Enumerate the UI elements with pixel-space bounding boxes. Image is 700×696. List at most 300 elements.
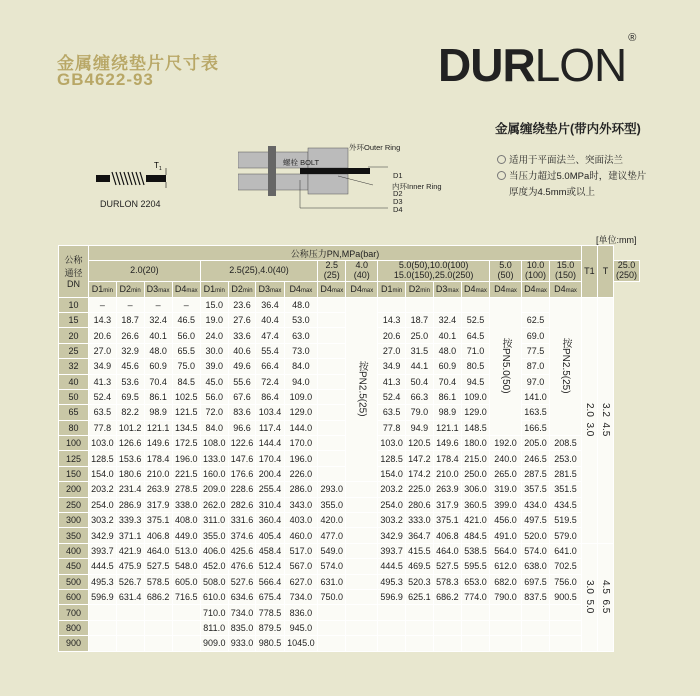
value-cell: 97.0	[521, 374, 549, 389]
value-cell: 64.5	[461, 328, 489, 343]
value-cell: 46.5	[172, 312, 200, 327]
value-cell: 98.9	[144, 405, 172, 420]
value-cell	[433, 636, 461, 651]
value-cell	[346, 559, 378, 574]
value-cell: 610.0	[200, 589, 228, 604]
value-cell: 147.6	[228, 451, 256, 466]
value-cell	[172, 636, 200, 651]
value-cell: 374.6	[228, 528, 256, 543]
value-cell: 675.4	[256, 589, 284, 604]
dn-cell: 32	[59, 359, 89, 374]
value-cell: 406.8	[433, 528, 461, 543]
value-cell: 180.0	[461, 436, 489, 451]
value-cell	[318, 343, 346, 358]
value-cell: 319.0	[490, 482, 522, 497]
value-cell	[433, 620, 461, 635]
d4-label: D4	[393, 205, 403, 214]
value-cell: 19.0	[200, 312, 228, 327]
value-cell: 205.0	[521, 436, 549, 451]
value-cell: 63.5	[378, 405, 406, 420]
value-cell: 909.0	[200, 636, 228, 651]
value-cell: 458.4	[256, 543, 284, 558]
value-cell: 196.0	[284, 451, 318, 466]
value-cell: 15.0	[200, 297, 228, 312]
value-cell: 53.0	[284, 312, 318, 327]
table-row	[59, 620, 640, 635]
value-cell	[490, 620, 522, 635]
value-cell: 86.4	[256, 389, 284, 404]
value-cell: 48.0	[433, 343, 461, 358]
value-cell: 45.6	[116, 359, 144, 374]
d2-label: D2	[393, 189, 403, 198]
value-cell	[318, 620, 346, 635]
value-cell: 612.0	[490, 559, 522, 574]
value-cell	[318, 405, 346, 420]
table-row	[59, 297, 640, 312]
value-cell: 421.0	[461, 513, 489, 528]
value-cell: 527.6	[228, 574, 256, 589]
value-cell: 40.1	[144, 328, 172, 343]
value-cell: 52.4	[378, 389, 406, 404]
value-cell: 72.4	[256, 374, 284, 389]
value-cell: 364.7	[405, 528, 433, 543]
dimension-subheader: D3max	[144, 282, 172, 297]
value-cell: 178.4	[433, 451, 461, 466]
value-cell: 456.0	[490, 513, 522, 528]
value-cell: 710.0	[200, 605, 228, 620]
value-cell: 734.0	[228, 605, 256, 620]
table-row	[59, 559, 640, 574]
value-cell: 425.6	[228, 543, 256, 558]
dimension-subheader: D4max	[461, 282, 489, 297]
value-cell: 32.9	[116, 343, 144, 358]
value-cell: 357.5	[521, 482, 549, 497]
value-cell: 452.0	[200, 559, 228, 574]
value-cell: 393.7	[378, 543, 406, 558]
gasket-type-title: 金属缠绕垫片(带内外环型)	[495, 122, 641, 136]
value-cell: 34.9	[378, 359, 406, 374]
value-cell: 415.5	[405, 543, 433, 558]
page-title: 金属缠绕垫片尺寸表	[57, 54, 219, 73]
value-cell: 77.5	[521, 343, 549, 358]
value-cell	[318, 436, 346, 451]
note-1: 适用于平面法兰、突面法兰	[497, 152, 623, 166]
value-cell: 27.0	[378, 343, 406, 358]
value-cell: 210.0	[144, 466, 172, 481]
value-cell: 166.5	[521, 420, 549, 435]
value-cell	[433, 297, 461, 312]
value-cell: 303.2	[89, 513, 117, 528]
pressure-group-header: 5.0(50),10.0(100) 15.0(150),25.0(250)	[378, 261, 490, 282]
dn-cell: 80	[59, 420, 89, 435]
value-cell: 32.4	[144, 312, 172, 327]
gasket-section-diagram	[90, 158, 190, 198]
value-cell: 196.0	[172, 451, 200, 466]
value-cell: 53.6	[116, 374, 144, 389]
value-cell: 55.6	[228, 374, 256, 389]
dimension-subheader: D4max	[172, 282, 200, 297]
value-cell: 56.0	[172, 328, 200, 343]
note-3: 厚度为4.5mm或以上	[509, 187, 596, 198]
value-cell: 477.0	[318, 528, 346, 543]
value-cell: 460.0	[284, 528, 318, 543]
value-cell: 62.5	[521, 312, 549, 327]
value-cell	[461, 297, 489, 312]
value-cell: –	[89, 297, 117, 312]
value-cell: 63.0	[284, 328, 318, 343]
value-cell: 595.5	[461, 559, 489, 574]
value-cell	[346, 513, 378, 528]
value-cell: 310.4	[256, 497, 284, 512]
dn-cell: 300	[59, 513, 89, 528]
value-cell	[461, 620, 489, 635]
diagram-caption: DURLON 2204	[100, 199, 161, 209]
value-cell: 280.6	[405, 497, 433, 512]
value-cell: 178.4	[144, 451, 172, 466]
d3-label: D3	[393, 197, 403, 206]
value-cell: 149.6	[144, 436, 172, 451]
value-cell: 63.5	[89, 405, 117, 420]
value-cell: 497.5	[521, 513, 549, 528]
value-cell: 254.0	[89, 497, 117, 512]
value-cell: 67.6	[228, 389, 256, 404]
value-cell: 109.0	[284, 389, 318, 404]
value-cell: 128.5	[89, 451, 117, 466]
value-cell: 750.0	[318, 589, 346, 604]
t-header: T	[597, 246, 613, 298]
value-cell: 210.0	[433, 466, 461, 481]
value-cell: 338.0	[172, 497, 200, 512]
value-cell: 170.0	[284, 436, 318, 451]
value-cell: 282.6	[228, 497, 256, 512]
value-cell: 40.1	[433, 328, 461, 343]
value-cell	[116, 605, 144, 620]
table-row	[59, 528, 640, 543]
value-cell: 66.4	[256, 359, 284, 374]
value-cell: 36.4	[256, 297, 284, 312]
dn-cell: 450	[59, 559, 89, 574]
value-cell: 508.0	[200, 574, 228, 589]
value-cell: 94.9	[405, 420, 433, 435]
value-cell: 55.4	[256, 343, 284, 358]
value-cell: 495.3	[89, 574, 117, 589]
value-cell: 94.5	[461, 374, 489, 389]
value-cell: 20.6	[378, 328, 406, 343]
value-cell: 103.4	[256, 405, 284, 420]
value-cell: 520.3	[405, 574, 433, 589]
value-cell: 56.0	[200, 389, 228, 404]
value-cell: 14.3	[378, 312, 406, 327]
value-cell: 686.2	[433, 589, 461, 604]
value-cell: 73.0	[284, 343, 318, 358]
t-cell: 4.5 6.5	[597, 543, 613, 651]
value-cell	[346, 528, 378, 543]
dimension-subheader: D2min	[405, 282, 433, 297]
value-cell: 278.5	[172, 482, 200, 497]
value-cell: 578.3	[433, 574, 461, 589]
value-cell: 84.5	[172, 374, 200, 389]
value-cell: 331.6	[228, 513, 256, 528]
value-cell: 980.5	[256, 636, 284, 651]
d1-label: D1	[393, 171, 403, 180]
see-pn25-cell: 按PN2.5(25)	[346, 297, 378, 482]
value-cell	[378, 297, 406, 312]
value-cell: 246.5	[521, 451, 549, 466]
dn-cell: 250	[59, 497, 89, 512]
value-cell: 31.5	[405, 343, 433, 358]
value-cell	[405, 605, 433, 620]
dn-cell: 65	[59, 405, 89, 420]
dn-cell: 700	[59, 605, 89, 620]
svg-text:T: T	[154, 161, 159, 170]
value-cell	[318, 420, 346, 435]
dimension-subheader: D1min	[89, 282, 117, 297]
dimension-subheader: D4max	[550, 282, 582, 297]
value-cell	[346, 497, 378, 512]
value-cell: 519.5	[550, 513, 582, 528]
value-cell: 836.0	[284, 605, 318, 620]
value-cell: 192.0	[490, 436, 522, 451]
value-cell: 41.3	[89, 374, 117, 389]
value-cell: 215.0	[461, 451, 489, 466]
value-cell	[318, 605, 346, 620]
value-cell: 250.0	[461, 466, 489, 481]
value-cell: 221.5	[172, 466, 200, 481]
value-cell: 263.9	[433, 482, 461, 497]
value-cell: 120.5	[405, 436, 433, 451]
value-cell: 23.6	[228, 297, 256, 312]
value-cell: 71.0	[461, 343, 489, 358]
value-cell: 20.6	[89, 328, 117, 343]
value-cell: 172.5	[172, 436, 200, 451]
value-cell: 469.5	[405, 559, 433, 574]
value-cell: 160.0	[200, 466, 228, 481]
value-cell: 253.0	[550, 451, 582, 466]
value-cell: 564.0	[490, 543, 522, 558]
value-cell: 1045.0	[284, 636, 318, 651]
value-cell: 14.3	[89, 312, 117, 327]
value-cell: 403.0	[284, 513, 318, 528]
value-cell: 26.6	[116, 328, 144, 343]
value-cell: 255.4	[256, 482, 284, 497]
value-cell	[521, 297, 549, 312]
value-cell: –	[116, 297, 144, 312]
value-cell: 75.0	[172, 359, 200, 374]
value-cell	[346, 636, 378, 651]
value-cell	[318, 451, 346, 466]
value-cell: 263.9	[144, 482, 172, 497]
note-2: 当压力超过5.0MPa时，建议垫片	[497, 168, 646, 182]
bolt-label: 螺栓 BOLT	[283, 158, 320, 167]
pressure-group-header: 15.0 (150)	[550, 261, 582, 282]
value-cell: 405.4	[256, 528, 284, 543]
value-cell	[89, 636, 117, 651]
value-cell	[144, 605, 172, 620]
value-cell: 102.5	[172, 389, 200, 404]
dimension-subheader: D4max	[490, 282, 522, 297]
value-cell: 41.3	[378, 374, 406, 389]
value-cell	[144, 636, 172, 651]
value-cell: 40.4	[256, 312, 284, 327]
value-cell: 464.0	[433, 543, 461, 558]
value-cell: 240.0	[490, 451, 522, 466]
value-cell	[318, 466, 346, 481]
value-cell: 406.0	[200, 543, 228, 558]
value-cell: 631.0	[318, 574, 346, 589]
value-cell	[318, 636, 346, 651]
dn-cell: 800	[59, 620, 89, 635]
value-cell: 351.5	[550, 482, 582, 497]
value-cell	[378, 605, 406, 620]
pressure-group-header: 10.0 (100)	[521, 261, 549, 282]
value-cell	[461, 636, 489, 651]
value-cell: 286.0	[284, 482, 318, 497]
dn-cell: 15	[59, 312, 89, 327]
value-cell: 34.9	[89, 359, 117, 374]
value-cell: 360.5	[461, 497, 489, 512]
see-pn25-cell-2: 按PN2.5(25)	[550, 297, 582, 436]
value-cell: 311.0	[200, 513, 228, 528]
value-cell: 144.0	[284, 420, 318, 435]
value-cell: 491.0	[490, 528, 522, 543]
value-cell: 128.5	[378, 451, 406, 466]
value-cell: 811.0	[200, 620, 228, 635]
value-cell: 281.5	[550, 466, 582, 481]
value-cell	[490, 605, 522, 620]
value-cell: 342.9	[378, 528, 406, 543]
value-cell	[550, 636, 582, 651]
value-cell	[433, 605, 461, 620]
value-cell: 66.3	[405, 389, 433, 404]
durlon-logo: DURLON®	[438, 31, 636, 91]
unit-label: [单位:mm]	[596, 235, 637, 245]
value-cell	[490, 636, 522, 651]
value-cell: 631.4	[116, 589, 144, 604]
value-cell: 495.3	[378, 574, 406, 589]
outer-ring-label: 外环Outer Ring	[349, 143, 401, 152]
t-cell: 3.2 4.5	[597, 297, 613, 543]
value-cell: 129.0	[461, 405, 489, 420]
value-cell: 342.9	[89, 528, 117, 543]
value-cell: 774.0	[461, 589, 489, 604]
t1-cell: 2.0 3.0	[581, 297, 597, 543]
dn-cell: 20	[59, 328, 89, 343]
value-cell: 44.1	[405, 359, 433, 374]
value-cell: 209.0	[200, 482, 228, 497]
value-cell: 933.0	[228, 636, 256, 651]
dimension-subheader: D2min	[228, 282, 256, 297]
value-cell: 566.4	[256, 574, 284, 589]
value-cell	[521, 605, 549, 620]
dn-cell: 100	[59, 436, 89, 451]
table-row	[59, 513, 640, 528]
value-cell: 596.9	[378, 589, 406, 604]
value-cell: 879.5	[256, 620, 284, 635]
dimension-subheader: D1min	[378, 282, 406, 297]
table-row	[59, 589, 640, 604]
value-cell: 48.0	[144, 343, 172, 358]
value-cell: 134.5	[172, 420, 200, 435]
dimension-subheader: D4max	[318, 282, 346, 297]
value-cell: 49.6	[228, 359, 256, 374]
value-cell	[144, 620, 172, 635]
bullet-icon	[497, 155, 506, 164]
dn-cell: 10	[59, 297, 89, 312]
value-cell	[346, 574, 378, 589]
value-cell: 40.6	[228, 343, 256, 358]
value-cell: 103.0	[89, 436, 117, 451]
value-cell: 697.5	[521, 574, 549, 589]
value-cell: 141.0	[521, 389, 549, 404]
value-cell	[346, 605, 378, 620]
value-cell: 355.0	[318, 497, 346, 512]
value-cell: 513.0	[172, 543, 200, 558]
value-cell: 48.0	[284, 297, 318, 312]
value-cell: 103.0	[378, 436, 406, 451]
value-cell: 638.0	[521, 559, 549, 574]
value-cell: 32.4	[433, 312, 461, 327]
value-cell	[318, 374, 346, 389]
value-cell	[405, 297, 433, 312]
value-cell: 25.0	[405, 328, 433, 343]
value-cell: 176.6	[228, 466, 256, 481]
value-cell: 86.1	[433, 389, 461, 404]
dn-cell: 150	[59, 466, 89, 481]
pressure-group-header: 2.5 (25)	[318, 261, 346, 282]
value-cell	[346, 589, 378, 604]
table-row	[59, 543, 640, 558]
value-cell: 286.9	[116, 497, 144, 512]
value-cell: 47.4	[256, 328, 284, 343]
table-row	[59, 605, 640, 620]
value-cell: 94.0	[284, 374, 318, 389]
value-cell: 27.6	[228, 312, 256, 327]
value-cell	[318, 297, 346, 312]
value-cell: 87.0	[521, 359, 549, 374]
value-cell: 653.0	[461, 574, 489, 589]
value-cell: 837.5	[521, 589, 549, 604]
value-cell: 108.0	[200, 436, 228, 451]
value-cell: 343.0	[284, 497, 318, 512]
dimension-subheader: D3max	[256, 282, 284, 297]
value-cell: 627.0	[284, 574, 318, 589]
value-cell: 567.0	[284, 559, 318, 574]
value-cell: 18.7	[116, 312, 144, 327]
value-cell: 520.0	[521, 528, 549, 543]
value-cell: 484.5	[461, 528, 489, 543]
value-cell: 203.2	[89, 482, 117, 497]
value-cell	[378, 620, 406, 635]
value-cell: 60.9	[144, 359, 172, 374]
value-cell: 72.0	[200, 405, 228, 420]
table-row	[59, 482, 640, 497]
value-cell: 549.0	[318, 543, 346, 558]
value-cell	[89, 605, 117, 620]
value-cell: 148.5	[461, 420, 489, 435]
value-cell: 945.0	[284, 620, 318, 635]
value-cell: 605.0	[172, 574, 200, 589]
value-cell: 641.0	[550, 543, 582, 558]
value-cell: 406.8	[144, 528, 172, 543]
value-cell: 174.2	[405, 466, 433, 481]
dn-cell: 900	[59, 636, 89, 651]
value-cell: 464.0	[144, 543, 172, 558]
pressure-group-header: 2.5(25),4.0(40)	[200, 261, 317, 282]
value-cell: 77.8	[89, 420, 117, 435]
value-cell: 634.6	[228, 589, 256, 604]
value-cell: 83.6	[228, 405, 256, 420]
gasket-dimension-table	[58, 245, 640, 652]
